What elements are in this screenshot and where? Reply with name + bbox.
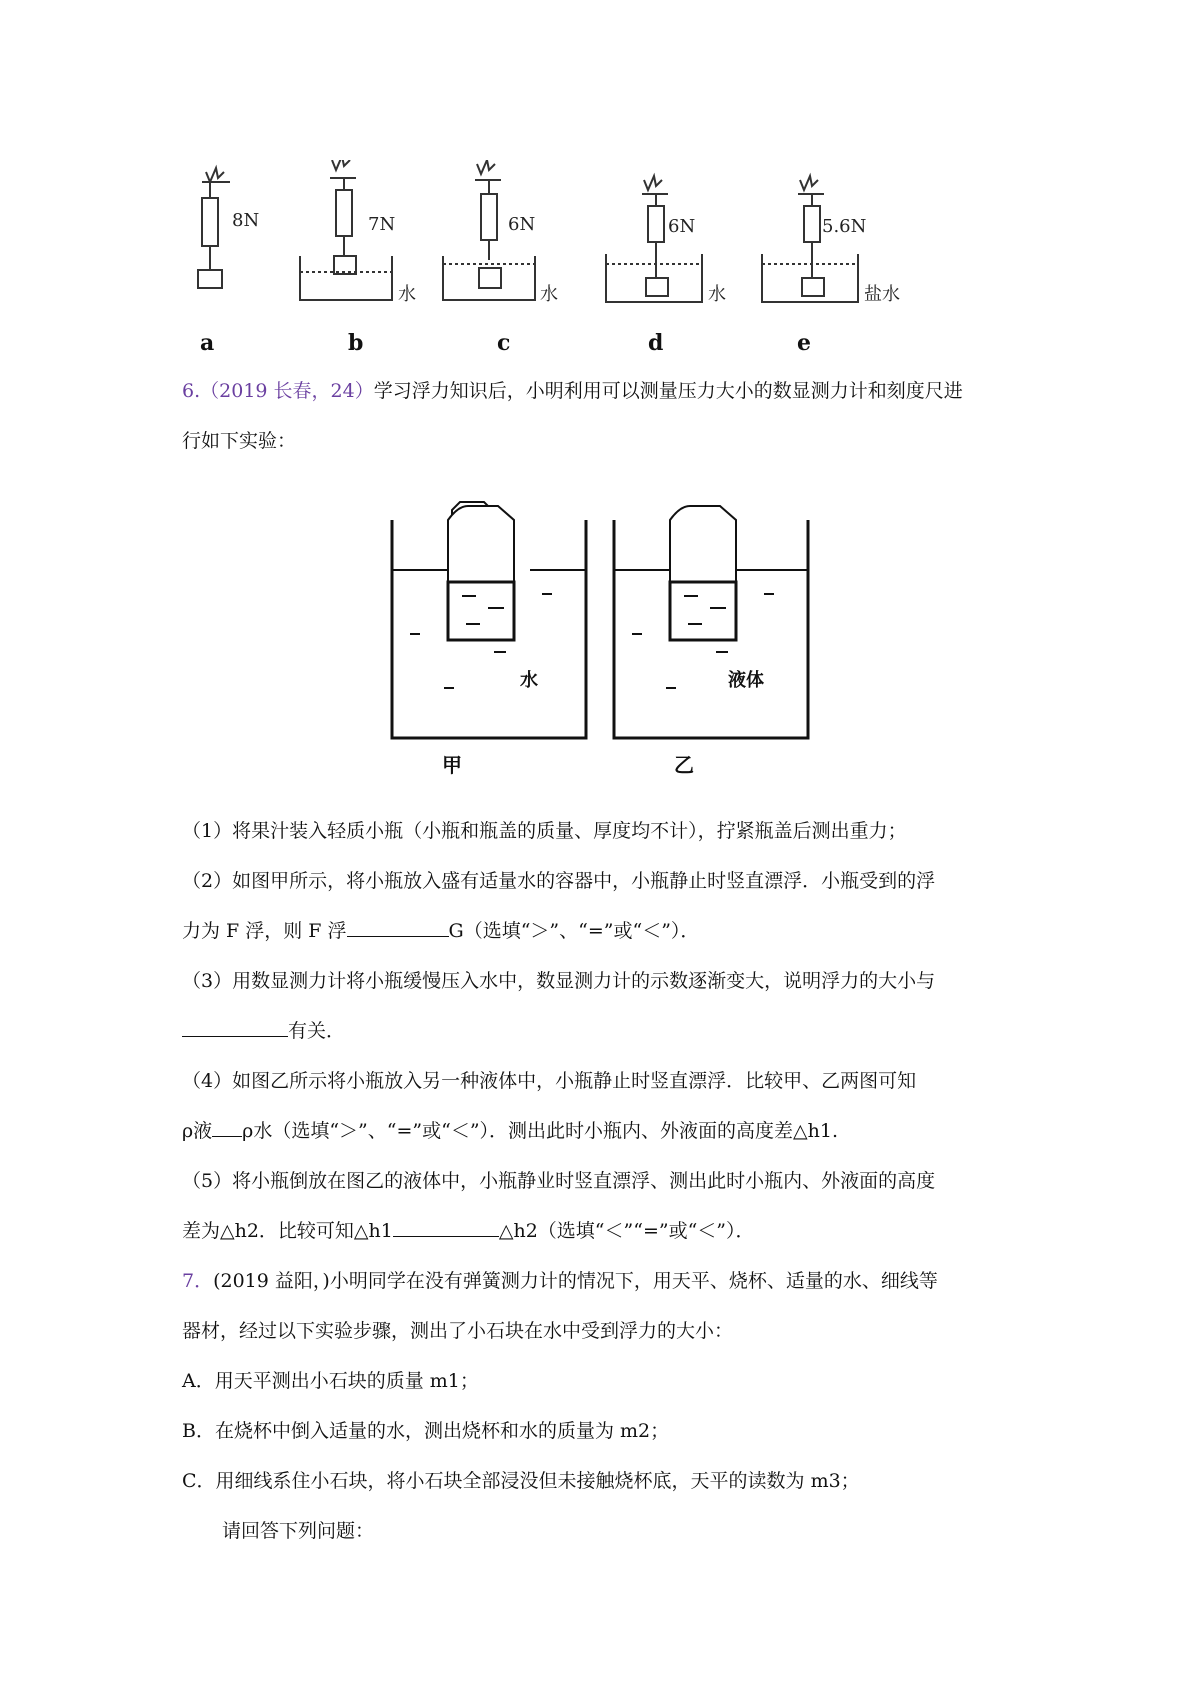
liquid-label-water: 水 <box>520 670 538 691</box>
q6-part2-text-b: G（选填“＞”、“=”或“＜”）． <box>448 920 700 942</box>
q6-part2-text-a: 力为 F 浮，则 F 浮 <box>182 920 347 942</box>
q6-part5-text-b: △h2（选填“＜”“=”或“＜”）． <box>498 1220 755 1242</box>
reading-c: 6N <box>508 214 536 235</box>
label-a: a <box>200 330 215 356</box>
q7-step-c: C．用细线系住小石块，将小石块全部浸没但未接触烧杯底，天平的读数为 m3； <box>182 1470 860 1492</box>
label-c: c <box>497 330 511 356</box>
q6-part4-line2 <box>182 1118 838 1144</box>
q7-prompt: 请回答下列问题： <box>222 1520 375 1542</box>
q6-part3-text: 有关． <box>288 1020 346 1042</box>
q6-intro-line1 <box>182 378 963 404</box>
q6-part4-line1: （4）如图乙所示将小瓶放入另一种液体中，小瓶静止时竖直漂浮．比较甲、乙两图可知 <box>182 1070 917 1092</box>
q6-part5-text-a: 差为△h2．比较可知△h1 <box>182 1220 393 1242</box>
reading-e: 5.6N <box>822 216 867 237</box>
liquid-e: 盐水 <box>864 284 900 305</box>
q6-part2-line1: （2）如图甲所示，将小瓶放入盛有适量水的容器中，小瓶静止时竖直漂浮．小瓶受到的浮 <box>182 870 936 892</box>
q6-part3-line1: （3）用数显测力计将小瓶缓慢压入水中，数显测力计的示数逐渐变大，说明浮力的大小与 <box>182 970 936 992</box>
label-d: d <box>648 330 664 356</box>
answer-blank-3[interactable] <box>212 1118 242 1137</box>
reading-a: 8N <box>232 210 260 231</box>
answer-blank-1[interactable] <box>347 918 449 937</box>
q6-part1: （1）将果汁装入轻质小瓶（小瓶和瓶盖的质量、厚度均不计），拧紧瓶盖后测出重力； <box>182 820 907 842</box>
label-b: b <box>348 330 364 356</box>
q6-part4-text-b: ρ水（选填“＞”、“=”或“＜”）．测出此时小瓶内、外液面的高度差△h1. <box>242 1120 839 1142</box>
q7-intro-line2: 器材，经过以下实验步骤，测出了小石块在水中受到浮力的大小： <box>182 1320 734 1342</box>
q6-intro-text: 学习浮力知识后，小明利用可以测量压力大小的数显测力计和刻度尺进 <box>373 380 963 402</box>
liquid-b: 水 <box>398 284 416 305</box>
q6-part5-line2 <box>182 1218 755 1244</box>
q7-intro-line1 <box>182 1268 938 1294</box>
q6-part5-line1: （5）将小瓶倒放在图乙的液体中，小瓶静业时竖直漂浮、测出此时小瓶内、外液面的高度 <box>182 1170 936 1192</box>
panel-e-drawing <box>762 176 858 302</box>
bottle-figure <box>388 500 828 800</box>
q6-part3-line2 <box>182 1018 345 1044</box>
label-e: e <box>797 330 811 356</box>
panel-a-drawing <box>198 168 230 288</box>
liquid-d: 水 <box>708 284 726 305</box>
q7-step-b: B．在烧杯中倒入适量的水，测出烧杯和水的质量为 m2； <box>182 1420 670 1442</box>
spring-scale-figure <box>190 160 950 360</box>
panel-d-drawing <box>606 176 702 302</box>
q6-part2-line2 <box>182 918 699 944</box>
q6-part4-text-a: ρ液 <box>182 1120 213 1142</box>
q6-source: （2019 长春，24） <box>200 380 374 402</box>
container-yi <box>614 506 808 738</box>
q7-intro-text: 小明同学在没有弹簧测力计的情况下，用天平、烧杯、适量的水、细线等 <box>329 1270 938 1292</box>
q6-number: 6. <box>182 380 201 402</box>
q6-intro-line2: 行如下实验： <box>182 430 297 452</box>
reading-b: 7N <box>368 214 396 235</box>
caption-yi: 乙 <box>674 753 694 777</box>
answer-blank-2[interactable] <box>182 1018 288 1037</box>
container-jia <box>392 502 586 738</box>
reading-d: 6N <box>668 216 696 237</box>
liquid-c: 水 <box>540 284 558 305</box>
caption-jia: 甲 <box>442 753 462 777</box>
q7-number: 7． <box>182 1270 214 1292</box>
q7-step-a: A．用天平测出小石块的质量 m1； <box>182 1370 479 1392</box>
liquid-label-liquid: 液体 <box>728 670 764 691</box>
q7-source: (2019 益阳，) <box>213 1270 330 1292</box>
answer-blank-4[interactable] <box>393 1218 499 1237</box>
